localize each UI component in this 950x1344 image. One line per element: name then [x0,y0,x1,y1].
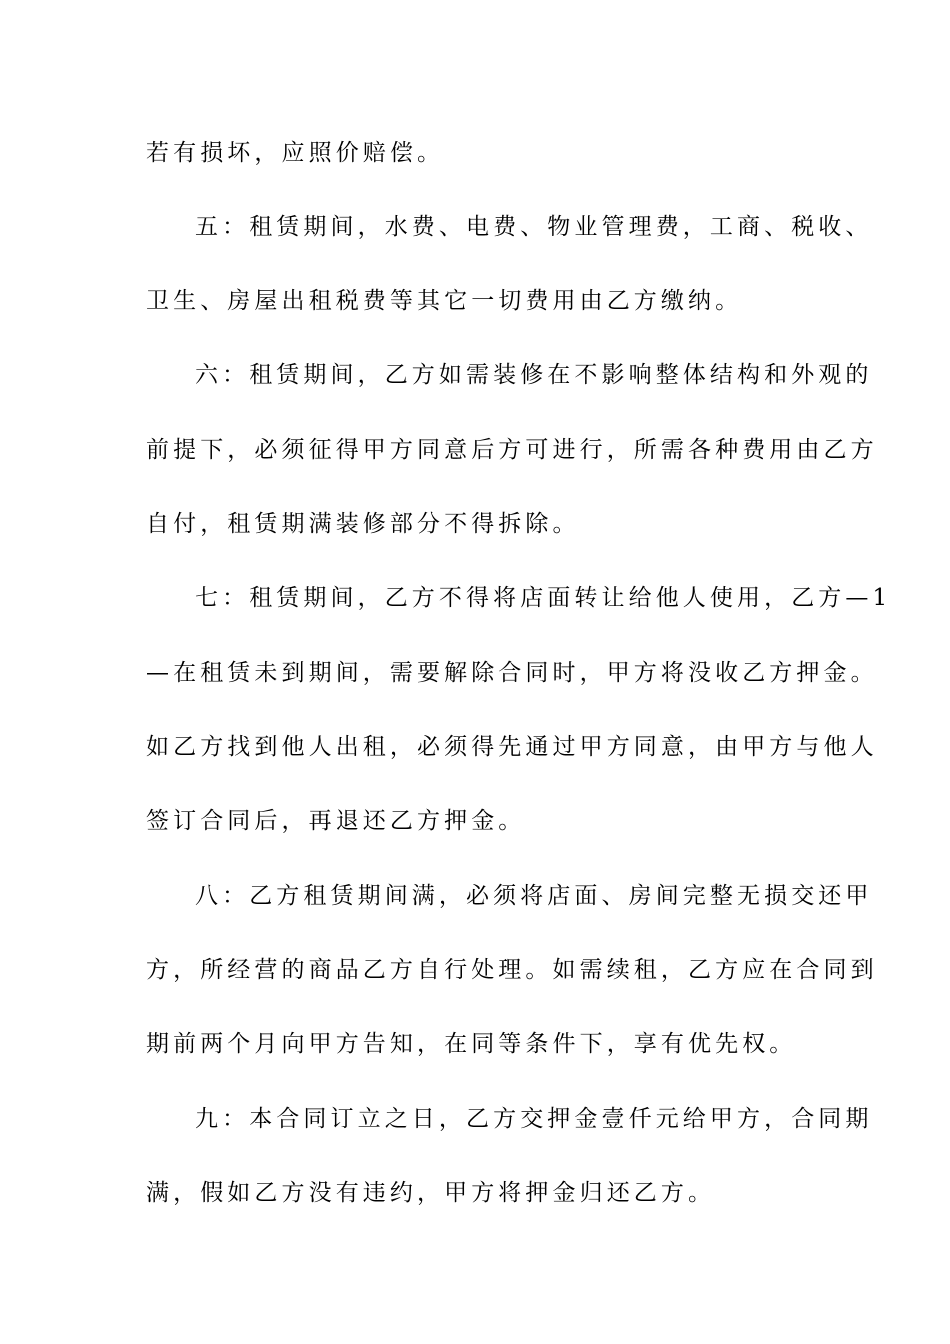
clause-8-line: 八：乙方租赁期间满，必须将店面、房间完整无损交还甲 [195,883,873,909]
clause-9-line: 九：本合同订立之日，乙方交押金壹仟元给甲方，合同期 [195,1106,873,1132]
text-line: 满，假如乙方没有违约，甲方将押金归还乙方。 [146,1180,716,1206]
clause-7-line: 七：租赁期间，乙方不得将店面转让给他人使用，乙方—1 [195,585,892,611]
text-line: 自付，租赁期满装修部分不得拆除。 [146,511,580,537]
text-line: —在租赁未到期间，需要解除合同时，甲方将没收乙方押金。 [146,660,878,686]
text-line: 卫生、房屋出租税费等其它一切费用由乙方缴纳。 [146,288,743,314]
text-line: 签订合同后，再退还乙方押金。 [146,808,526,834]
text-line: 前提下，必须征得甲方同意后方可进行，所需各种费用由乙方 [146,437,878,463]
clause-6-line: 六：租赁期间，乙方如需装修在不影响整体结构和外观的 [195,362,873,388]
clause-5-line: 五：租赁期间，水费、电费、物业管理费，工商、税收、 [195,214,873,240]
text-line: 期前两个月向甲方告知，在同等条件下，享有优先权。 [146,1031,797,1057]
text-line: 若有损坏，应照价赔偿。 [146,140,445,166]
text-line: 如乙方找到他人出租，必须得先通过甲方同意，由甲方与他人 [146,734,878,760]
text-line: 方，所经营的商品乙方自行处理。如需续租，乙方应在合同到 [146,957,878,983]
